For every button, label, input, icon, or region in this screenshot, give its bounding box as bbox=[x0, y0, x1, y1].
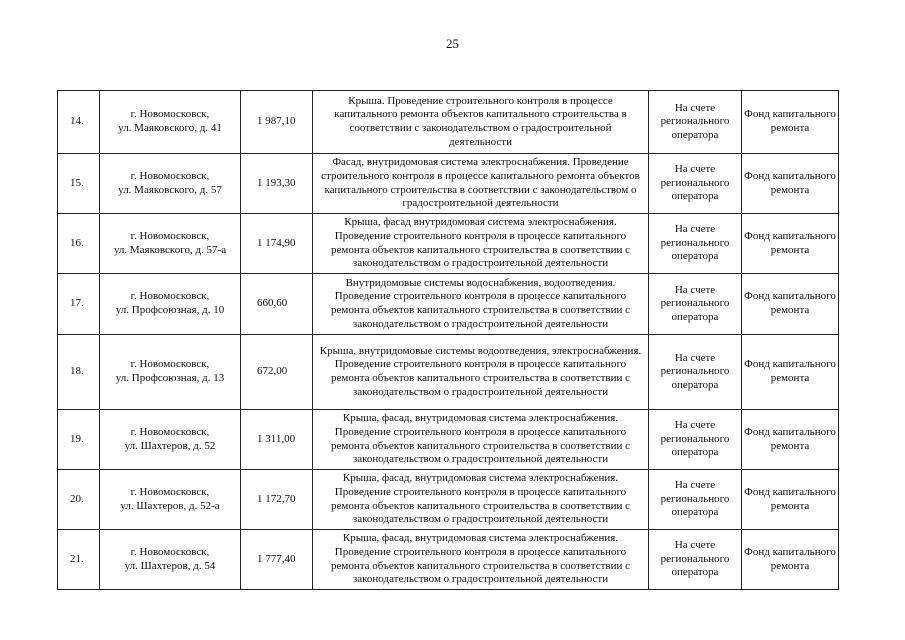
address-street: ул. Маяковского, д. 41 bbox=[118, 122, 222, 134]
area-value: 1 311,00 bbox=[241, 410, 313, 470]
work-description: Крыша, фасад, внутридомовая система электроснабжения. Проведение строительного контроля в процессе капитального ремонта объектов капитального строительства в соответствии с законодательством о градостроительной деятельности bbox=[313, 530, 649, 590]
address-street: ул. Шахтеров, д. 52 bbox=[124, 439, 216, 452]
address-street: ул. Шахтеров, д. 54 bbox=[124, 559, 216, 572]
funding-source: Фонд капитального ремонта bbox=[742, 214, 839, 274]
row-number: 17. bbox=[58, 274, 100, 335]
row-number: 19. bbox=[58, 410, 100, 470]
address-city: г. Новомосковск, bbox=[130, 425, 210, 438]
address-cell bbox=[100, 335, 241, 410]
account-type: На счете регионального оператора bbox=[649, 91, 742, 154]
account-type: На счете регионального оператора bbox=[649, 530, 742, 590]
address-street: ул. Маяковского, д. 57-а bbox=[113, 243, 227, 256]
row-number: 18. bbox=[58, 335, 100, 410]
funding-source: Фонд капитального ремонта bbox=[742, 530, 839, 590]
funding-source: Фонд капитального ремонта bbox=[742, 274, 839, 335]
area-value: 1 987,10 bbox=[241, 91, 313, 154]
funding-source: Фонд капитального ремонта bbox=[742, 410, 839, 470]
work-description: Крыша, фасад, внутридомовая система электроснабжения. Проведение строительного контроля в процессе капитального ремонта объектов капитального строительства в соответствии с законодательством о градостроительной деятельности bbox=[313, 470, 649, 530]
work-description: Внутридомовые системы водоснабжения, водоотведения. Проведение строительного контроля в процессе капитального ремонта объектов капитального строительства в соответствии с законодательством о градостроительной деятельности bbox=[313, 274, 649, 335]
table-row bbox=[58, 335, 839, 410]
address-street: ул. Профсоюзная, д. 13 bbox=[115, 372, 225, 384]
area-value: 660,60 bbox=[241, 274, 313, 335]
row-number: 15. bbox=[58, 154, 100, 214]
address-cell bbox=[100, 470, 241, 530]
work-description: Крыша, фасад внутридомовая система электроснабжения. Проведение строительного контроля в процессе капитального ремонта объектов капитального строительства в соответствии с законодательством о градостроительной деятельности bbox=[313, 214, 649, 274]
row-number: 14. bbox=[58, 91, 100, 154]
address-city: г. Новомосковск, bbox=[130, 169, 210, 182]
address-city: г. Новомосковск, bbox=[130, 290, 210, 303]
area-value: 672,00 bbox=[241, 335, 313, 410]
table-row bbox=[58, 470, 839, 530]
address-cell bbox=[100, 530, 241, 590]
funding-source: Фонд капитального ремонта bbox=[742, 154, 839, 214]
account-type: На счете регионального оператора bbox=[649, 470, 742, 530]
work-description: Крыша. Проведение строительного контроля в процессе капитального ремонта объектов капитального строительства в соответствии с законодательством о градостроительной деятельности bbox=[313, 91, 649, 154]
address-cell bbox=[100, 410, 241, 470]
account-type: На счете регионального оператора bbox=[649, 410, 742, 470]
funding-source: Фонд капитального ремонта bbox=[742, 470, 839, 530]
work-description: Крыша, внутридомовые системы водоотведения, электроснабжения. Проведение строительного контроля в процессе капитального ремонта объектов капитального строительства в соответствии с законодательством о градостроительной деятельности bbox=[313, 335, 649, 410]
account-type: На счете регионального оператора bbox=[649, 154, 742, 214]
row-number: 20. bbox=[58, 470, 100, 530]
address-cell bbox=[100, 274, 241, 335]
table-row bbox=[58, 274, 839, 335]
address-city: г. Новомосковск, bbox=[130, 108, 210, 121]
repair-works-table bbox=[57, 90, 839, 590]
row-number: 21. bbox=[58, 530, 100, 590]
work-description: Фасад, внутридомовая система электроснабжения. Проведение строительного контроля в процессе капитального ремонта объектов капитального строительства в соответствии с законодательством о градостроительной деятельности bbox=[313, 154, 649, 214]
address-cell bbox=[100, 91, 241, 154]
row-number: 16. bbox=[58, 214, 100, 274]
page-number: 25 bbox=[446, 36, 459, 51]
table-row bbox=[58, 410, 839, 470]
table-row bbox=[58, 154, 839, 214]
address-street: ул. Маяковского, д. 57 bbox=[118, 183, 222, 196]
address-city: г. Новомосковск, bbox=[130, 485, 210, 498]
address-street: ул. Профсоюзная, д. 10 bbox=[115, 304, 225, 316]
area-value: 1 193,30 bbox=[241, 154, 313, 214]
address-cell bbox=[100, 154, 241, 214]
funding-source: Фонд капитального ремонта bbox=[742, 335, 839, 410]
area-value: 1 174,90 bbox=[241, 214, 313, 274]
address-city: г. Новомосковск, bbox=[130, 545, 210, 558]
account-type: На счете регионального оператора bbox=[649, 214, 742, 274]
address-city: г. Новомосковск, bbox=[130, 229, 210, 242]
work-description: Крыша, фасад, внутридомовая система электроснабжения. Проведение строительного контроля в процессе капитального ремонта объектов капитального строительства в соответствии с законодательством о градостроительной деятельности bbox=[313, 410, 649, 470]
account-type: На счете регионального оператора bbox=[649, 335, 742, 410]
table-row bbox=[58, 530, 839, 590]
table-row bbox=[58, 91, 839, 154]
area-value: 1 172,70 bbox=[241, 470, 313, 530]
table-row bbox=[58, 214, 839, 274]
address-cell bbox=[100, 214, 241, 274]
address-street: ул. Шахтеров, д. 52-а bbox=[120, 499, 220, 512]
address-city: г. Новомосковск, bbox=[130, 358, 210, 371]
funding-source: Фонд капитального ремонта bbox=[742, 91, 839, 154]
area-value: 1 777,40 bbox=[241, 530, 313, 590]
account-type: На счете регионального оператора bbox=[649, 274, 742, 335]
